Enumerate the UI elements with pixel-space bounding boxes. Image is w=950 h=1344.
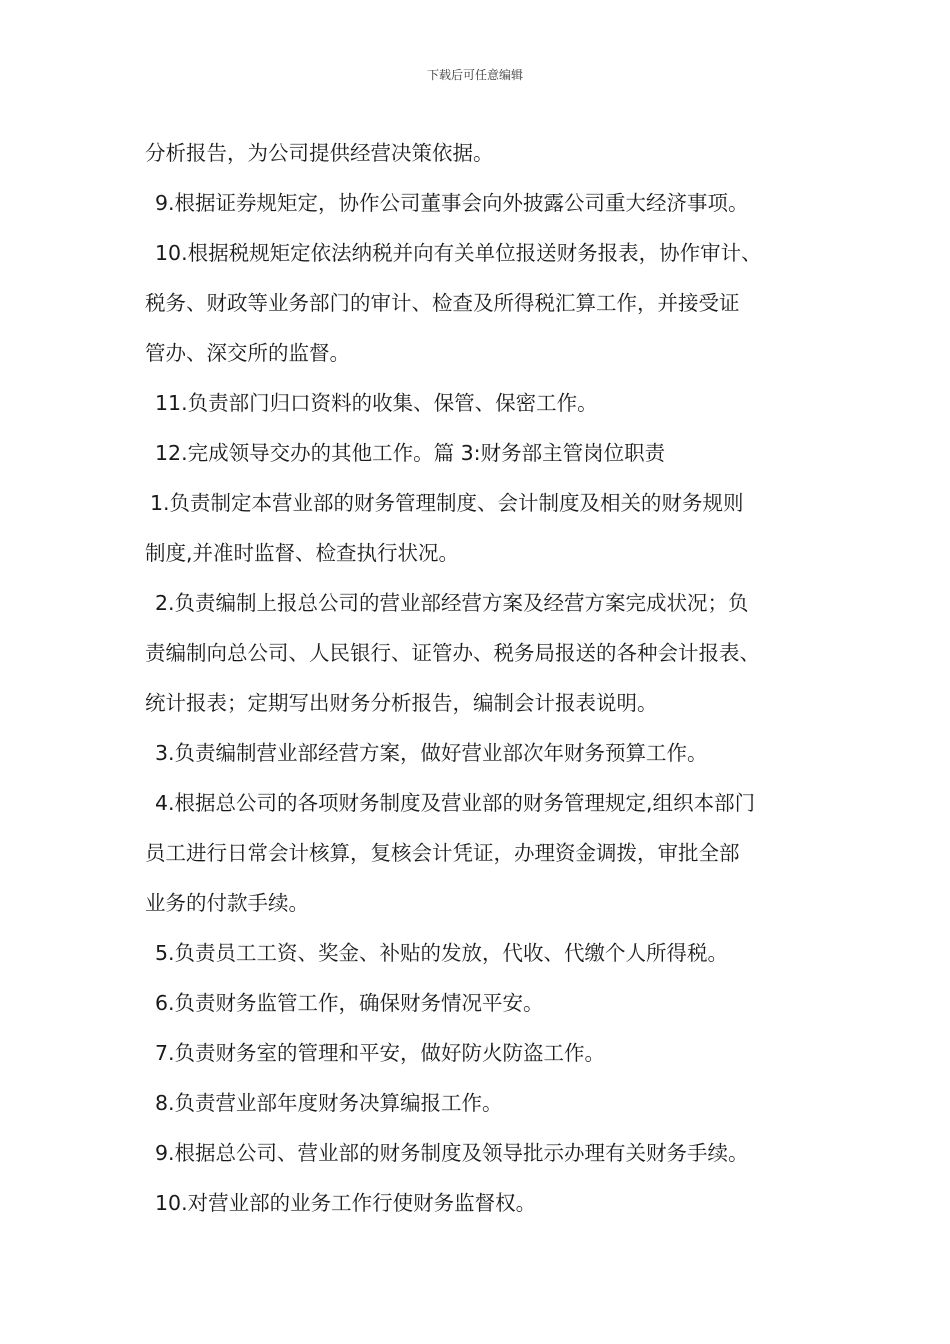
text-line: 统计报表；定期写出财务分析报告，编制会计报表说明。 <box>145 691 658 715</box>
text-line: 4.根据总公司的各项财务制度及营业部的财务管理规定,组织本部门 <box>155 791 756 815</box>
text-line: 8.负责营业部年度财务决算编报工作。 <box>155 1091 503 1115</box>
text-line: 员工进行日常会计核算，复核会计凭证，办理资金调拨，审批全部 <box>145 841 740 865</box>
text-line: 5.负责员工工资、奖金、补贴的发放，代收、代缴个人所得税。 <box>155 941 729 965</box>
text-line: 业务的付款手续。 <box>145 891 309 915</box>
text-line: 6.负责财务监管工作，确保财务情况平安。 <box>155 991 544 1015</box>
text-line: 3.负责编制营业部经营方案，做好营业部次年财务预算工作。 <box>155 741 708 765</box>
text-line: 7.负责财务室的管理和平安，做好防火防盗工作。 <box>155 1041 606 1065</box>
text-line: 10.对营业部的业务工作行使财务监督权。 <box>155 1191 537 1215</box>
page-header: 下载后可任意编辑 <box>426 68 523 82</box>
text-line: 2.负责编制上报总公司的营业部经营方案及经营方案完成状况；负 <box>155 591 749 615</box>
document-body <box>145 128 845 1228</box>
text-line: 分析报告，为公司提供经营决策依据。 <box>145 141 494 165</box>
text-line: 制度,并准时监督、检查执行状况。 <box>145 541 460 565</box>
text-line: 税务、财政等业务部门的审计、检查及所得税汇算工作，并接受证 <box>145 291 740 315</box>
text-line: 管办、深交所的监督。 <box>145 341 350 365</box>
text-line: 12.完成领导交办的其他工作。篇 3:财务部主管岗位职责 <box>155 441 666 465</box>
text-line: 9.根据证券规矩定，协作公司董事会向外披露公司重大经济事项。 <box>155 191 749 215</box>
text-line: 9.根据总公司、营业部的财务制度及领导批示办理有关财务手续。 <box>155 1141 749 1165</box>
text-line: 责编制向总公司、人民银行、证管办、税务局报送的各种会计报表、 <box>145 641 760 665</box>
text-line: 10.根据税规矩定依法纳税并向有关单位报送财务报表，协作审计、 <box>155 241 762 265</box>
text-line: 11.负责部门归口资料的收集、保管、保密工作。 <box>155 391 598 415</box>
text-line: 1.负责制定本营业部的财务管理制度、会计制度及相关的财务规则 <box>150 491 744 515</box>
